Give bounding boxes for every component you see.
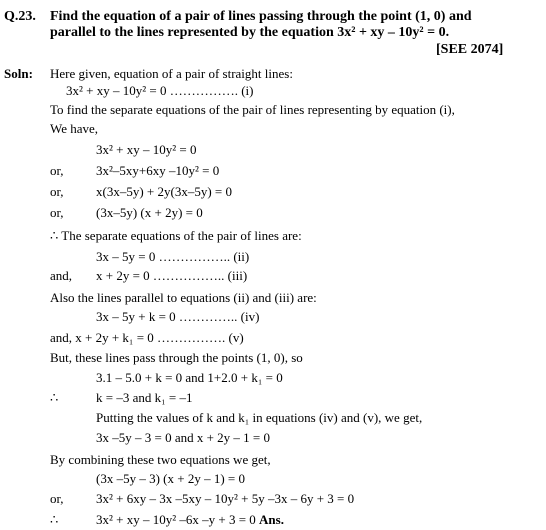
- solution-line: 3x² + 6xy – 3x –5xy – 10y² + 5y –3x – 6y + 3 = 0: [96, 491, 355, 506]
- solution-line: (3x –5y – 3) (x + 2y – 1) = 0: [96, 471, 245, 486]
- question-number: Q.23.: [4, 9, 36, 24]
- solution-line: To find the separate equations of the pair of lines representing by equation (i),: [50, 102, 455, 117]
- solution-line: ∴ The separate equations of the pair of lines are:: [50, 228, 302, 243]
- question-line-2: parallel to the lines represented by the equation 3x² + xy – 10y² = 0.: [50, 25, 450, 40]
- solution-line: 3.1 – 5.0 + k = 0 and 1+2.0 + k₁ = 0: [96, 370, 283, 385]
- solution-line: and, x + 2y + k₁ = 0 ……………. (v): [50, 330, 244, 345]
- solution-line: Also the lines parallel to equations (ii) and (iii) are:: [50, 290, 317, 305]
- or-prefix: or,: [50, 163, 64, 178]
- question-line-1: Find the equation of a pair of lines passing through the point (1, 0) and: [50, 9, 472, 24]
- answer-label: Ans.: [259, 512, 284, 527]
- solution-line: Putting the values of k and k₁ in equations (iv) and (v), we get,: [96, 410, 423, 425]
- therefore-symbol: ∴: [50, 512, 59, 527]
- solution-line: 3x²–5xy+6xy –10y² = 0: [96, 163, 220, 178]
- solution-line: x + 2y = 0 …………….. (iii): [96, 268, 248, 283]
- solution-line: 3x² + xy – 10y² = 0: [96, 142, 197, 157]
- or-prefix: or,: [50, 205, 64, 220]
- final-answer-line: [96, 512, 284, 527]
- and-prefix: and,: [50, 268, 73, 283]
- or-prefix: or,: [50, 184, 64, 199]
- solution-line: We have,: [50, 121, 99, 136]
- solution-line: k = –3 and k₁ = –1: [96, 390, 193, 405]
- solution-line: x(3x–5y) + 2y(3x–5y) = 0: [96, 184, 232, 199]
- solution-line: 3x – 5y = 0 …………….. (ii): [96, 249, 250, 264]
- solution-line: 3x – 5y + k = 0 ………….. (iv): [96, 309, 260, 324]
- question-source: [SEE 2074]: [436, 42, 504, 57]
- solution-line: (3x–5y) (x + 2y) = 0: [96, 205, 203, 220]
- solution-line: 3x –5y – 3 = 0 and x + 2y – 1 = 0: [96, 430, 271, 445]
- solution-label: Soln:: [4, 66, 33, 81]
- therefore-symbol: ∴: [50, 390, 59, 405]
- solution-line: But, these lines pass through the points (1, 0), so: [50, 350, 303, 365]
- solution-line: 3x² + xy – 10y² = 0 ……………. (i): [66, 83, 254, 98]
- solution-line: By combining these two equations we get,: [50, 452, 271, 467]
- solution-line: Here given, equation of a pair of straight lines:: [50, 66, 293, 81]
- final-equation: 3x² + xy – 10y² –6x –y + 3 = 0: [96, 512, 256, 527]
- or-prefix: or,: [50, 491, 64, 506]
